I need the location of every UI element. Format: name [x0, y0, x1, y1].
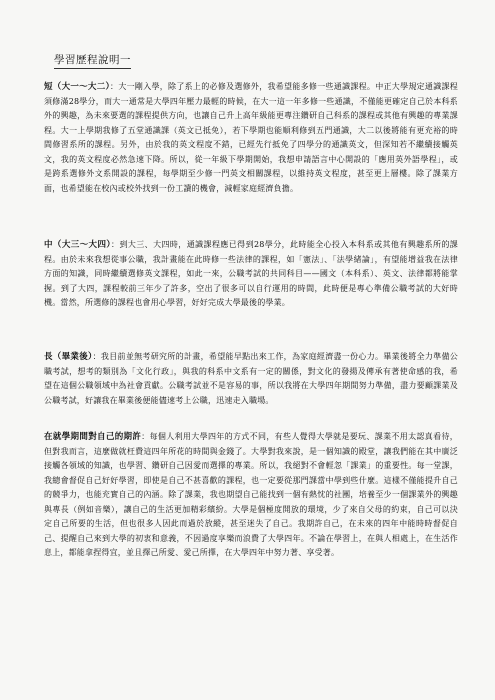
section-heading: 中（大三～大四） [44, 240, 112, 250]
section-mid-term [44, 238, 458, 311]
section-body: ：大一剛入學，除了系上的必修及選修外，我希望能多修一些通識課程。中正大學規定通識課程須修滿28學分，而大一通常是大學四年壓力最輕的時候，在大一這一年多修一些通識，不僅能更確定自己於本科系外的興趣，為未來要選的課程提供方向，也讓自己升上高年級能更專注鑽研自己科系的課程或其他有興趣的專業課程。大一上學期我修了五堂通識課（英文已抵免），若下學期也能順利修到五門通識，大二以後將能有更充裕的時間修習系所的課程。另外，由於我的英文程度不錯，已經先行抵免了四學分的通識英文，但深知若不繼續接觸英文，我的英文程度必然急速下降。所以，從一年級下學期開始，我想申請語言中心開設的「應用英外語學程」，或是跨系選修外文系開設的課程，每學期至少修一門英文相關課程，以維持英文程度，甚至更上層樓。除了課業方面，也希望能在校內或校外找到一份工讀的機會，減輕家庭經濟負擔。 [44, 82, 458, 193]
section-heading: 長（畢業後） [44, 352, 93, 362]
section-short-term [44, 80, 458, 196]
section-body: ：每個人利用大學四年的方式不同，有些人覺得大學就是要玩、課業不用太認真看待，但對我而言，這麼做就枉費這四年所花的時間與金錢了。大學對我來說，是一個知識的殿堂，讓我們能在其中廣泛接觸各領域的知識，也學習、鑽研自己因愛而選擇的專業。所以，我絕對不會輕忽「課業」的重要性。每一堂課，我總會督促自己好好學習，即使是自己不甚喜歡的課程，也一定要從那門課當中學到些什麼。這樣不僅能提升自己的競爭力，也能充實自己的內涵。除了課業，我也期望自己能找到一個有熱忱的社團，培養至少一個課業外的興趣與專長（例如音樂），讓自己的生活更加精彩繽紛。大學是個極度開放的環境，少了來自父母的約束，自己可以決定自己所要的生活，但也很多人因此而過於放縱，甚至迷失了自己。我期許自己，在未來的四年中能時時督促自己、提醒自己來到大學的初衷和意義，不因過度享樂而浪費了大學四年。不論在學習上，在與人相處上，在生活作息上，都能拿捏得宜，並且擇己所愛、愛己所擇，在大學四年中努力著、享受著。 [44, 432, 458, 557]
section-body: ：我目前並無考研究所的計畫，希望能早點出來工作，為家庭經濟盡一份心力。畢業後將全力準備公職考試，想考的類別為「文化行政」，與我的科系中文系有一定的關係，對文化的發揚及傳承有著使命感的我，希望在這個公職領域中為社會貢獻。公職考試並不是容易的事，所以我將在大學四年期間努力準備，盡力要顧課業及公職考試，好讓我在畢業後便能儘速考上公職，迅速走入職場。 [44, 352, 458, 405]
page-title: 學習歷程說明一 [54, 52, 131, 69]
section-body: ：到大三、大四時，通識課程應已得到28學分，此時能全心投入本科系或其他有興趣系所的課程。由於未來我想從事公職，我計畫能在此時修一些法律的課程，如「憲法」、「法學緒論」，有望能增益我在法律方面的知識，同時繼續選修英文課程，如此一來，公職考試的共同科目——國文（本科系）、英文、法律都將能掌握。到了大四，課程較前三年少了許多，空出了很多可以自行運用的時間，此時便是專心準備公職考試的大好時機。當然，所選修的課程也會用心學習，好好完成大學最後的學業。 [44, 240, 458, 307]
section-self-expectation [44, 430, 458, 561]
section-heading: 在就學期間對自己的期許 [44, 432, 142, 442]
section-long-term [44, 350, 458, 408]
section-heading: 短（大一～大二） [44, 82, 111, 92]
